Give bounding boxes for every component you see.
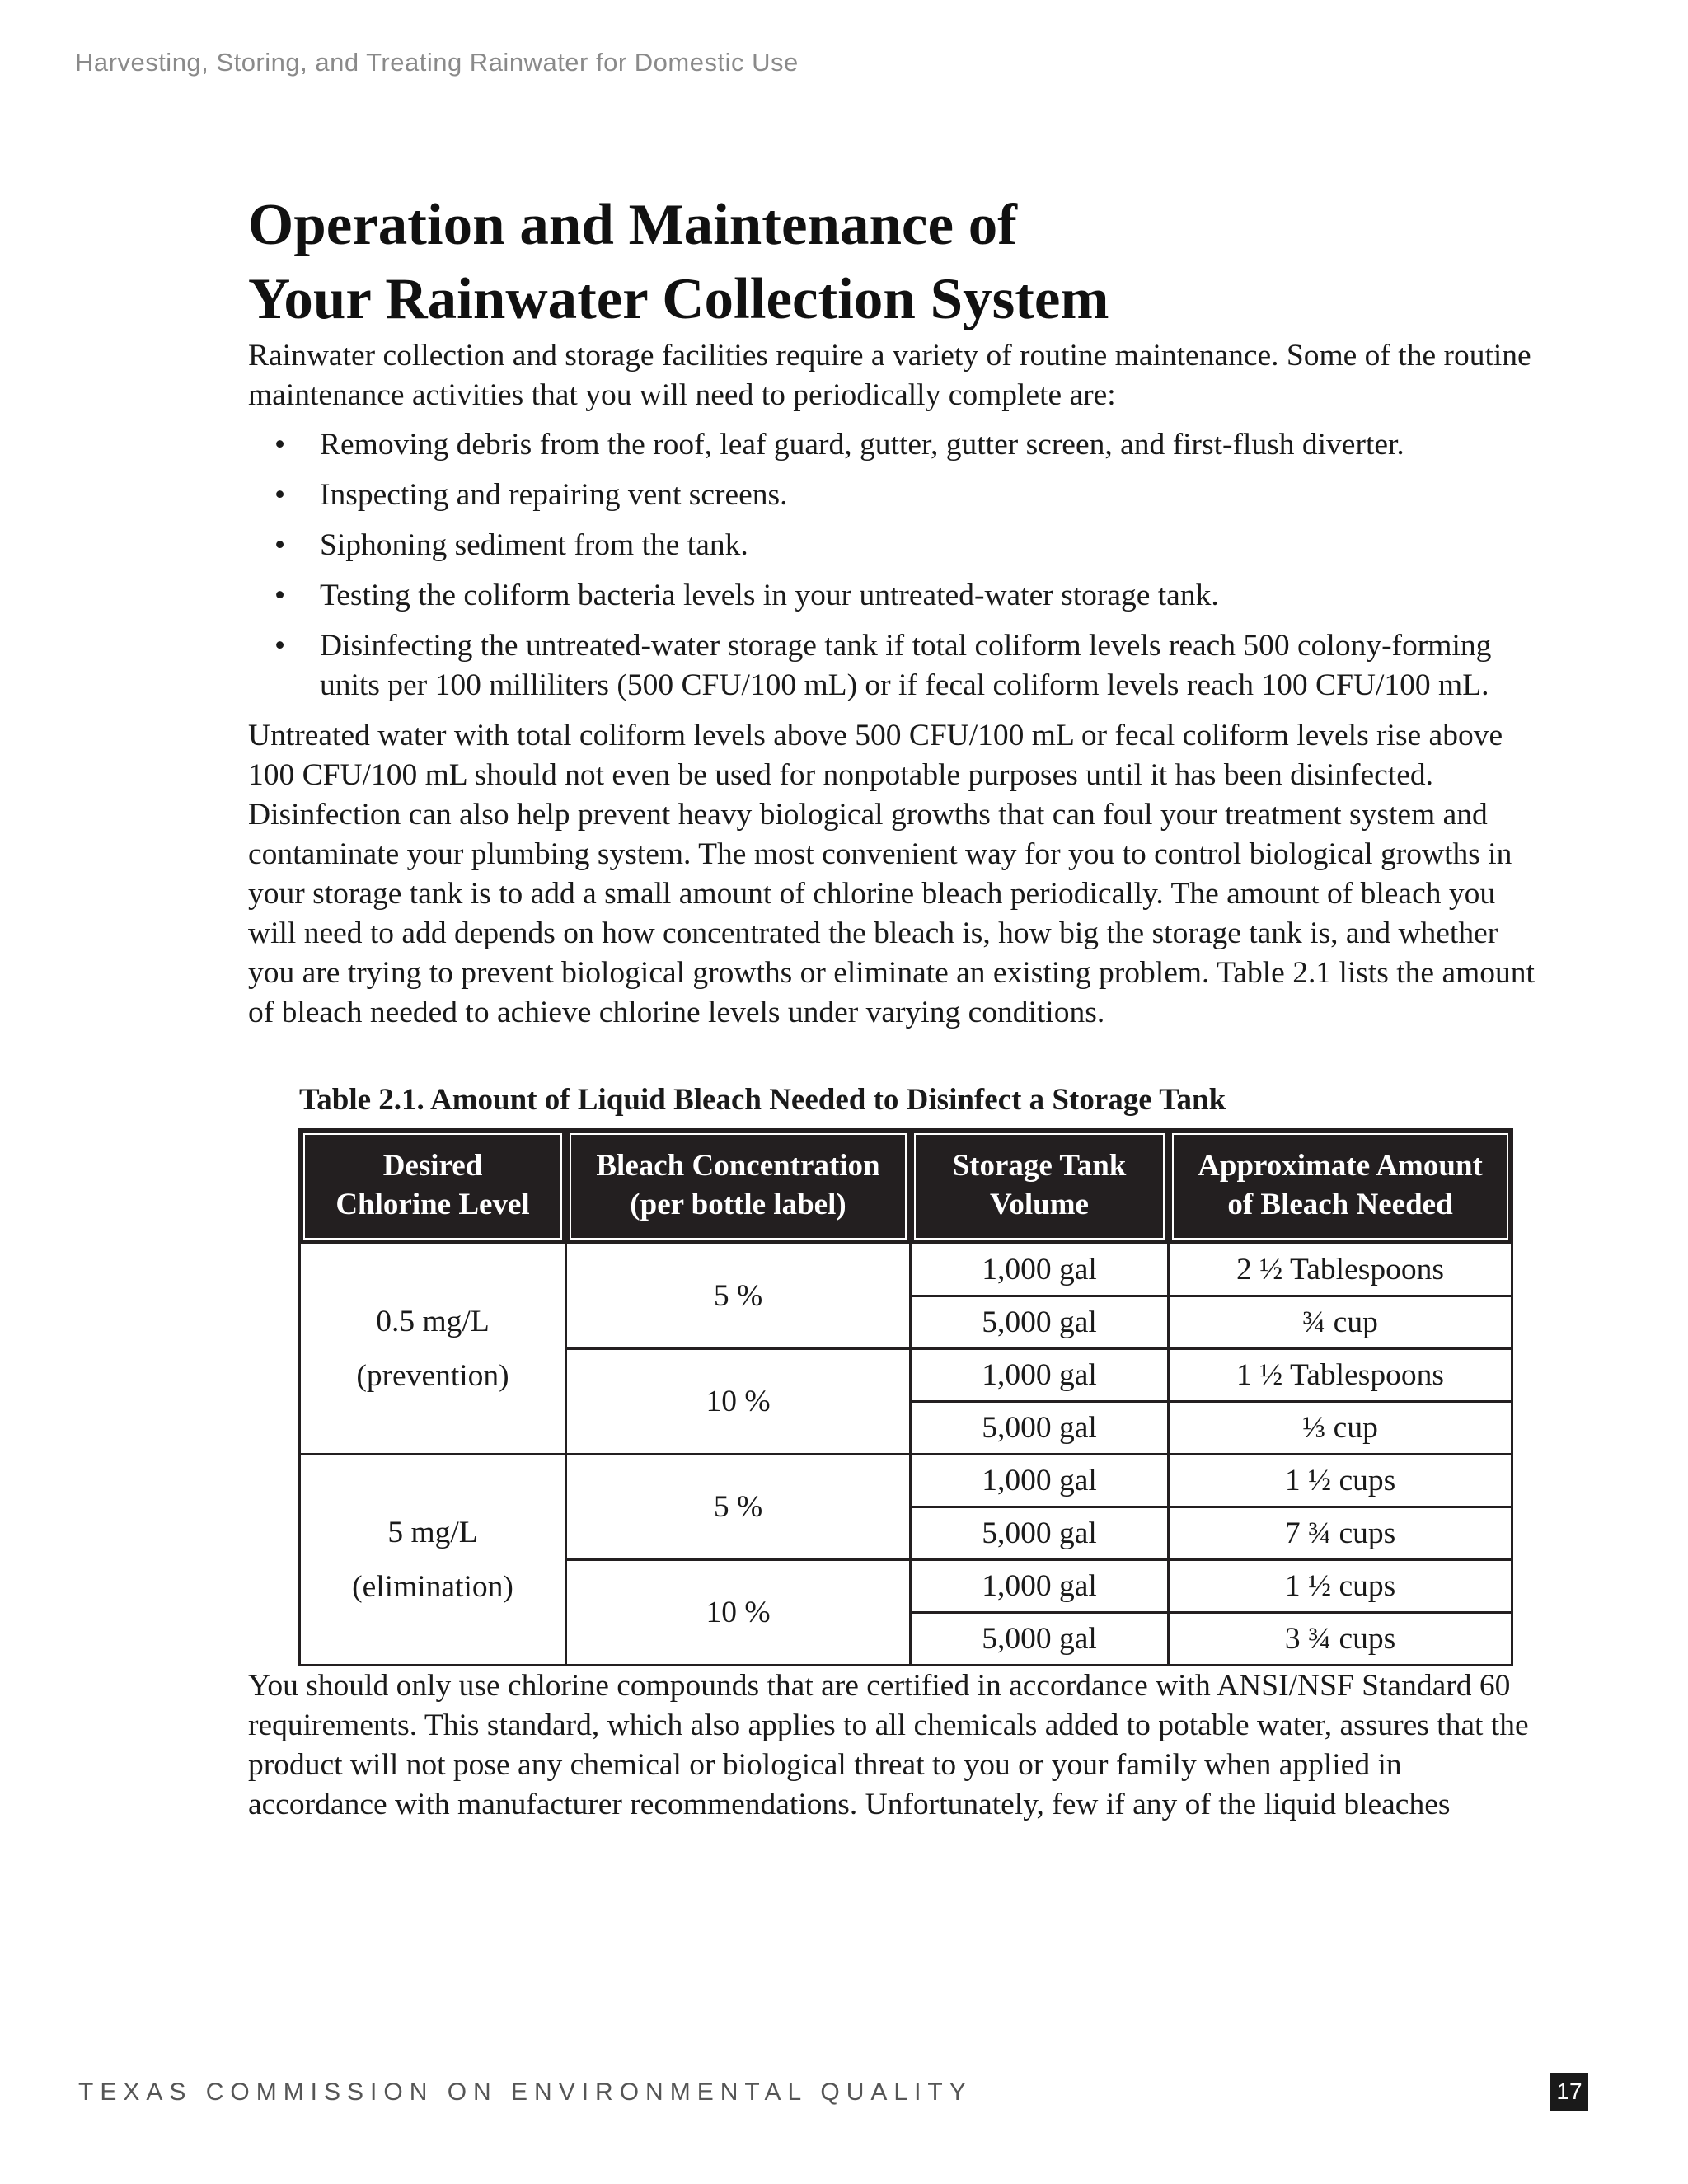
bullet-icon: • — [274, 579, 286, 612]
certification-paragraph: You should only use chlorine compounds that are certified in accordance with ANSI/NSF Standard 60 requirements. This standard, which also applies to all chemicals added to potable water, assures that the product will not pose any chemical or biological threat to you or your family when applied in accordance with manufacturer recommendations. Unfortunately, few if any of the liquid bleaches — [248, 1669, 1529, 1821]
page-number: 17 — [1550, 2073, 1588, 2111]
list-item — [248, 576, 1542, 616]
title-line-1: Operation and Maintenance of — [248, 193, 1017, 257]
amount-cell: 1 ½ cups — [1169, 1455, 1512, 1507]
list-item — [248, 526, 1542, 565]
volume-cell: 5,000 gal — [911, 1402, 1169, 1455]
chlorine-level-purpose: (elimination) — [352, 1569, 513, 1604]
disinfection-paragraph: Untreated water with total coliform levels above 500 CFU/100 mL or fecal coliform levels rise above 100 CFU/100 mL should not even be used for nonpotable purposes until it has been disinfected. Disinfection can also help prevent heavy biological growths that can foul your treatment system and contaminate your plumbing system. The most convenient way for you to control biological growths in your storage tank is to add a small amount of chlorine bleach periodically. The amount of bleach you will need to add depends on how concentrated the bleach is, how big the storage tank is, and whether you are trying to prevent biological growths or eliminate an existing problem. Table 2.1 lists the amount of bleach needed to achieve chlorine levels under varying conditions. — [248, 719, 1535, 1029]
bullet-icon: • — [274, 528, 286, 562]
bullet-icon: • — [274, 428, 286, 462]
volume-cell: 5,000 gal — [911, 1296, 1169, 1349]
title-line-2: Your Rainwater Collection System — [248, 267, 1109, 331]
list-item — [248, 626, 1542, 705]
bullet-icon: • — [274, 629, 286, 663]
concentration-cell: 5 % — [566, 1455, 911, 1560]
header-bleach-concentration: Bleach Concentration (per bottle label) — [566, 1130, 911, 1244]
list-item — [248, 476, 1542, 515]
volume-cell: 1,000 gal — [911, 1455, 1169, 1507]
chlorine-level-value: 5 mg/L — [387, 1515, 478, 1549]
header-chlorine-level: Desired Chlorine Level — [300, 1130, 566, 1244]
volume-cell: 5,000 gal — [911, 1507, 1169, 1560]
list-item-text: Removing debris from the roof, leaf guard, gutter, gutter screen, and first-flush diverter. — [320, 428, 1404, 462]
list-item — [248, 425, 1542, 465]
running-head: Harvesting, Storing, and Treating Rainwater for Domestic Use — [75, 48, 799, 77]
bullet-icon: • — [274, 478, 286, 512]
concentration-cell: 10 % — [566, 1349, 911, 1455]
intro-paragraph: Rainwater collection and storage facilities require a variety of routine maintenance. Some of the routine maintenance activities that you will need to periodically complete are: — [248, 339, 1531, 412]
bleach-table — [298, 1128, 1513, 1666]
amount-cell: 1 ½ cups — [1169, 1560, 1512, 1613]
list-item-text: Disinfecting the untreated-water storage tank if total coliform levels reach 500 colony-forming units per 100 milliliters (500 CFU/100 mL) or if fecal coliform levels reach 100 CFU/100 mL. — [320, 629, 1492, 702]
volume-cell: 1,000 gal — [911, 1244, 1169, 1296]
list-item-text: Siphoning sediment from the tank. — [320, 528, 748, 562]
maintenance-task-list — [248, 425, 1542, 705]
chlorine-level-purpose: (prevention) — [356, 1358, 509, 1393]
amount-cell: 7 ¾ cups — [1169, 1507, 1512, 1560]
volume-cell: 1,000 gal — [911, 1349, 1169, 1402]
concentration-cell: 10 % — [566, 1560, 911, 1666]
amount-cell: 1 ½ Tablespoons — [1169, 1349, 1512, 1402]
chlorine-level-value: 0.5 mg/L — [376, 1304, 490, 1338]
concentration-cell: 5 % — [566, 1244, 911, 1349]
table-caption: Table 2.1. Amount of Liquid Bleach Needed to Disinfect a Storage Tank — [299, 1083, 1226, 1117]
list-item-text: Testing the coliform bacteria levels in your untreated-water storage tank. — [320, 579, 1219, 612]
page-content — [248, 188, 1542, 1825]
volume-cell: 5,000 gal — [911, 1613, 1169, 1666]
amount-cell: 2 ½ Tablespoons — [1169, 1244, 1512, 1296]
header-tank-volume: Storage Tank Volume — [911, 1130, 1169, 1244]
table-row — [300, 1244, 1512, 1296]
amount-cell: ¾ cup — [1169, 1296, 1512, 1349]
chlorine-level-cell — [300, 1455, 566, 1666]
amount-cell: ⅓ cup — [1169, 1402, 1512, 1455]
footer-organization: TEXAS COMMISSION ON ENVIRONMENTAL QUALITY — [78, 2079, 973, 2106]
list-item-text: Inspecting and repairing vent screens. — [320, 478, 788, 512]
amount-cell: 3 ¾ cups — [1169, 1613, 1512, 1666]
table-row — [300, 1455, 1512, 1507]
volume-cell: 1,000 gal — [911, 1560, 1169, 1613]
chlorine-level-cell — [300, 1244, 566, 1455]
table-header-row — [300, 1130, 1512, 1244]
page-title — [248, 188, 1542, 336]
header-bleach-amount: Approximate Amount of Bleach Needed — [1169, 1130, 1512, 1244]
